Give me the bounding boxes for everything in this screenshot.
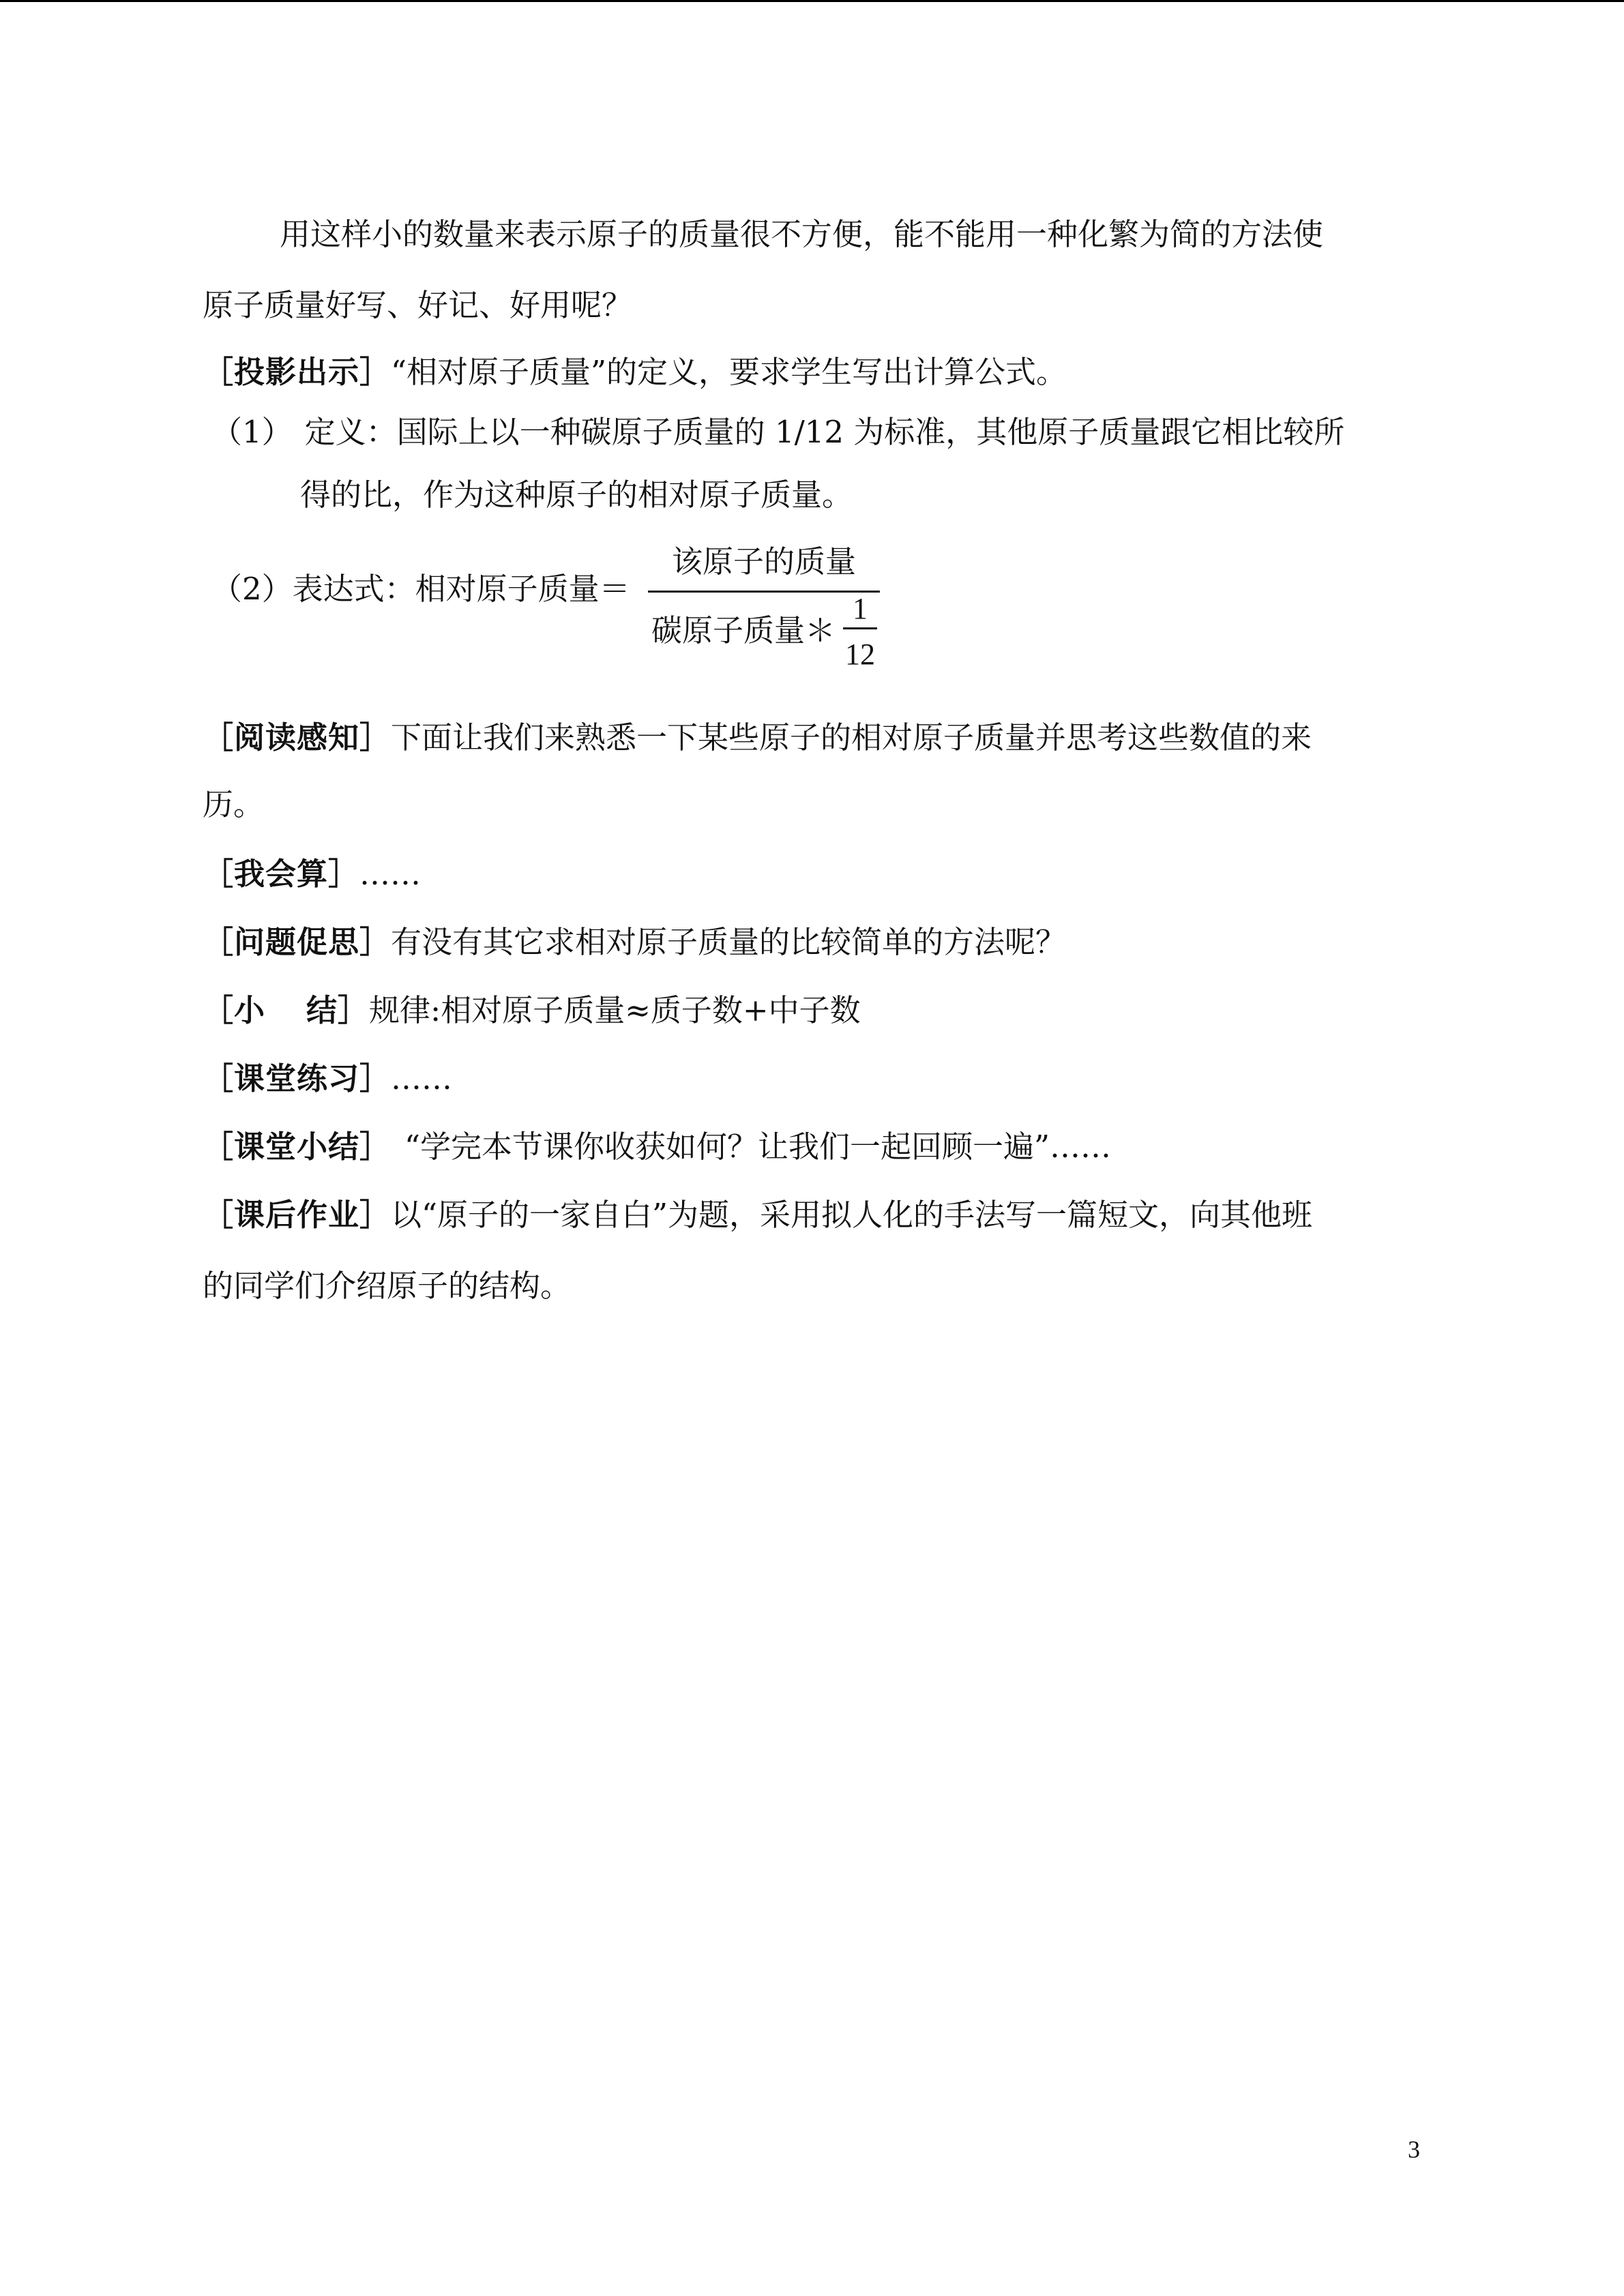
section-text: 有没有其它求相对原子质量的比较简单的方法呢？ — [391, 924, 1067, 960]
section-text: …… — [391, 1060, 453, 1097]
paragraph-line: 原子质量好写、好记、好用呢？ — [203, 287, 633, 323]
homework-line-2: 的同学们介绍原子的结构。 — [203, 1268, 572, 1304]
top-border-line — [0, 0, 1624, 2]
expression-prefix: （2）表达式：相对原子质量＝ — [211, 571, 630, 607]
question-line — [203, 922, 1066, 963]
small-fraction-denominator: 12 — [845, 638, 875, 671]
section-text: “学完本节课你收获如何？让我们一起回顾一遍”…… — [404, 1129, 1112, 1165]
practice-line — [203, 1058, 452, 1099]
section-text: …… — [359, 856, 422, 892]
list-number: （1） — [211, 414, 293, 450]
definition-line — [211, 412, 1344, 453]
reading-line-2: 历。 — [203, 786, 265, 822]
section-tag-open: ［小 — [203, 992, 266, 1028]
section-text: 规律:相对原子质量≈质子数+中子数 — [369, 992, 861, 1028]
small-fraction-numerator: 1 — [853, 592, 868, 625]
section-tag: ［我会算］ — [203, 856, 360, 892]
small-fraction-bar — [843, 627, 877, 629]
section-tag: ［课堂小结］ — [203, 1129, 392, 1165]
section-text: 下面让我们来熟悉一下某些原子的相对原子质量并思考这些数值的来 — [391, 719, 1312, 756]
calc-line — [203, 854, 421, 895]
section-tag: ［问题促思］ — [203, 924, 392, 960]
reading-line — [203, 717, 1312, 758]
section-tag-close: 结］ — [306, 992, 370, 1028]
fraction-numerator: 该原子的质量 — [671, 543, 856, 580]
section-tag: ［阅读感知］ — [203, 719, 392, 756]
projection-line — [203, 352, 1067, 393]
section-tag: ［投影出示］ — [203, 354, 392, 390]
summary-line — [203, 990, 861, 1031]
section-tag: ［课后作业］ — [203, 1197, 392, 1233]
section-tag: ［课堂练习］ — [203, 1060, 392, 1097]
section-text: “相对原子质量”的定义，要求学生写出计算公式。 — [391, 354, 1067, 390]
page-number: 3 — [1408, 2136, 1420, 2163]
definition-line-2: 得的比，作为这种原子的相对原子质量。 — [300, 477, 853, 513]
fraction-denominator: 碳原子质量＊ — [651, 612, 836, 648]
homework-line — [203, 1195, 1312, 1236]
definition-text: 定义：国际上以一种碳原子质量的 1/12 为标准，其他原子质量跟它相比较所 — [304, 414, 1345, 450]
section-text: 以“原子的一家自白”为题，采用拟人化的手法写一篇短文，向其他班 — [391, 1197, 1313, 1233]
class-summary-line — [203, 1127, 1111, 1167]
paragraph-line: 用这样小的数量来表示原子的质量很不方便，能不能用一种化繁为简的方法使 — [280, 216, 1324, 252]
